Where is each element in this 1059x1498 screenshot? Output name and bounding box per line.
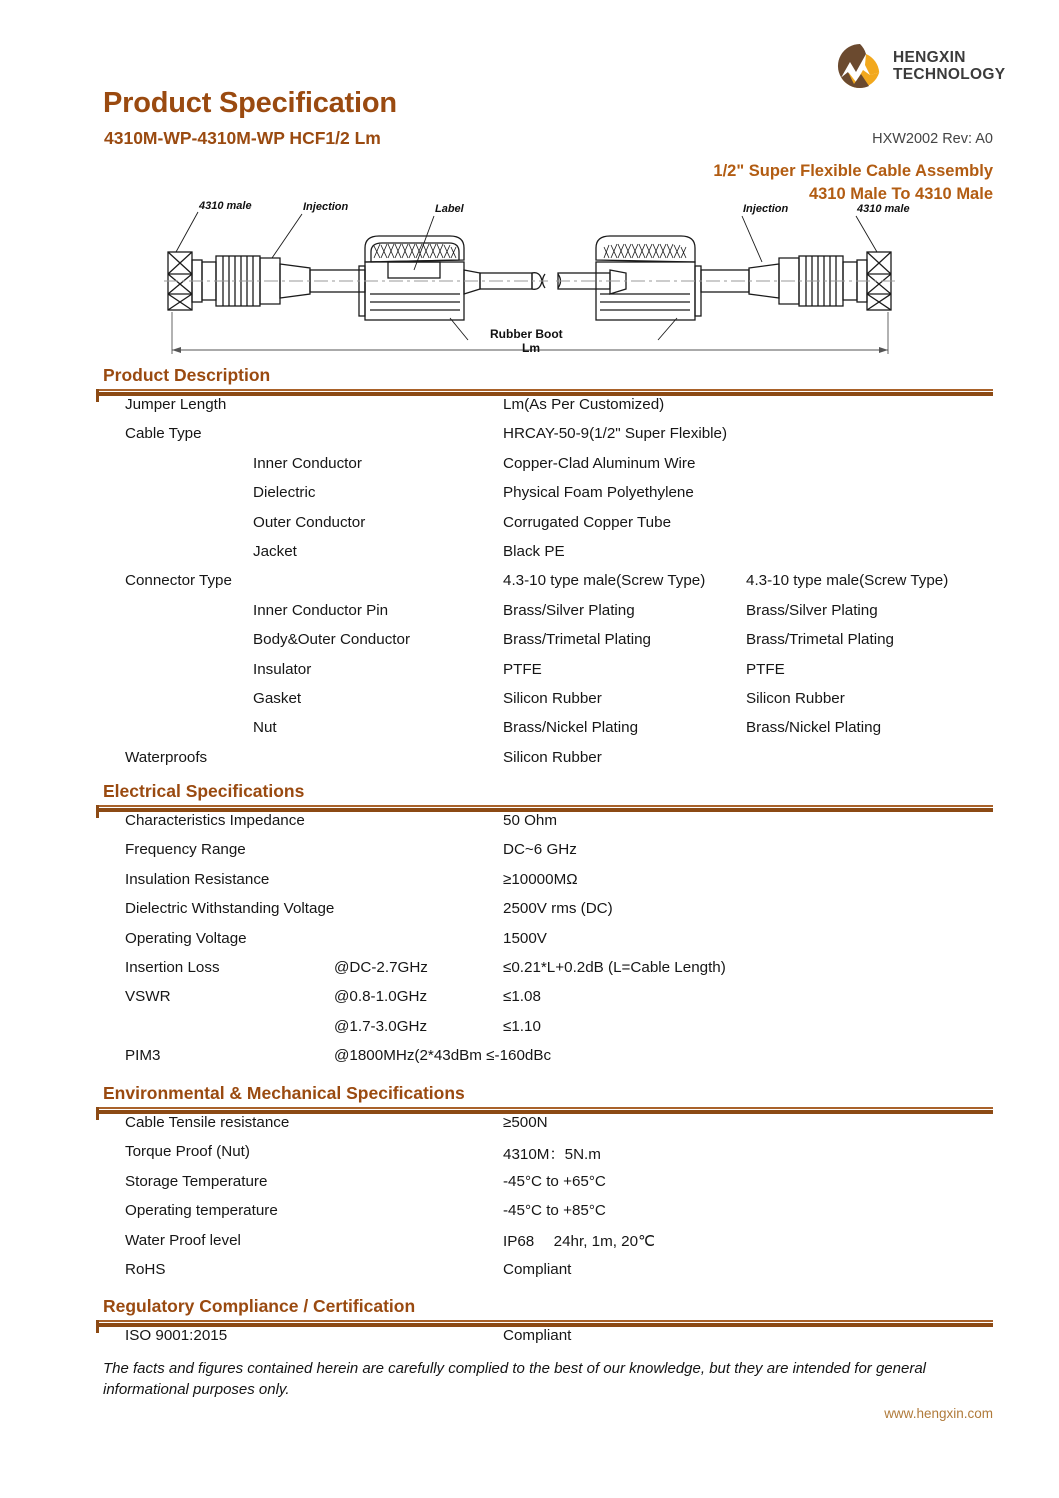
spec-row-value: 4310M：5N.m: [503, 1146, 601, 1164]
spec-row: [0, 1143, 1059, 1166]
spec-row: [0, 871, 1059, 894]
spec-row-label: VSWR: [125, 988, 171, 1006]
spec-row-value: 1500V: [503, 929, 547, 947]
section-rule-electrical-specifications: [96, 805, 993, 812]
diagram-label-dimension: Lm: [522, 341, 540, 355]
spec-row: [0, 812, 1059, 835]
spec-row-value-second: Brass/Silver Plating: [746, 601, 878, 619]
spec-row-value: 4.3-10 type male(Screw Type): [503, 572, 706, 590]
spec-row-label: Torque Proof (Nut): [125, 1143, 250, 1161]
spec-row: [0, 602, 1059, 625]
spec-row: [0, 661, 1059, 684]
hengxin-circle-logo-icon: [836, 42, 884, 90]
spec-row-value: -45°C to +85°C: [503, 1202, 606, 1220]
spec-row-label: Outer Conductor: [253, 513, 366, 531]
spec-row: [0, 455, 1059, 478]
spec-row: [0, 1261, 1059, 1284]
spec-row: [0, 690, 1059, 713]
spec-row-value: Brass/Trimetal Plating: [503, 631, 651, 649]
spec-row-value: Compliant: [503, 1261, 572, 1278]
diagram-label-left-connector: 4310 male: [199, 200, 252, 212]
spec-row-value: IP68 24hr, 1m, 20℃: [503, 1232, 656, 1250]
brand-logo: [836, 42, 1005, 90]
spec-row-label: Characteristics Impedance: [125, 812, 305, 829]
section-heading-environmental-mechanical-specifications: Environmental & Mechanical Specifications: [103, 1083, 465, 1103]
spec-row: [0, 1327, 1059, 1350]
brand-name-line1: HENGXIN: [893, 48, 966, 66]
spec-row-value: ≥500N: [503, 1114, 548, 1131]
spec-row-label: Insertion Loss: [125, 959, 220, 976]
spec-row: [0, 396, 1059, 419]
spec-row-label: Inner Conductor: [253, 454, 362, 472]
brand-name-line2: TECHNOLOGY: [893, 66, 1006, 83]
assembly-description-line1: 1/2" Super Flexible Cable Assembly: [713, 162, 993, 180]
spec-row-label: Storage Temperature: [125, 1172, 268, 1190]
spec-row: [0, 1232, 1059, 1255]
spec-row-value: Silicon Rubber: [503, 690, 602, 707]
spec-row-value: PTFE: [503, 660, 542, 678]
spec-row: [0, 1173, 1059, 1196]
spec-row-label: Nut: [253, 719, 277, 737]
spec-row: [0, 1202, 1059, 1225]
section-rule-regulatory-compliance-certification: [96, 1320, 993, 1327]
section-heading-regulatory-compliance-certification: Regulatory Compliance / Certification: [103, 1296, 416, 1316]
spec-row: [0, 572, 1059, 595]
spec-row-condition: @0.8-1.0GHz: [334, 988, 428, 1006]
spec-row-value: ≤0.21*L+0.2dB (L=Cable Length): [503, 959, 726, 976]
spec-row-value: ≤1.10: [503, 1017, 541, 1035]
spec-row-value: Physical Foam Polyethylene: [503, 484, 694, 502]
spec-row-value-second: 4.3-10 type male(Screw Type): [746, 572, 949, 590]
spec-row-label: Connector Type: [125, 572, 232, 590]
spec-row: [0, 841, 1059, 864]
diagram-label-rubber-boot: Rubber Boot: [490, 327, 563, 341]
spec-row-condition: @DC-2.7GHz: [334, 959, 428, 976]
spec-row-label: Operating temperature: [125, 1202, 278, 1220]
spec-row-label: Frequency Range: [125, 841, 246, 859]
spec-row-condition: @1.7-3.0GHz: [334, 1017, 428, 1035]
spec-row-value: -45°C to +65°C: [503, 1172, 606, 1190]
spec-row-label: Cable Tensile resistance: [125, 1114, 290, 1131]
spec-row-label: Insulator: [253, 660, 312, 678]
spec-row: [0, 631, 1059, 654]
spec-row-value: HRCAY-50-9(1/2" Super Flexible): [503, 425, 728, 443]
spec-row-label: ISO 9001:2015: [125, 1327, 228, 1344]
spec-row: [0, 514, 1059, 537]
spec-row: [0, 484, 1059, 507]
spec-row-value-second: Silicon Rubber: [746, 690, 845, 707]
spec-row-value: Copper-Clad Aluminum Wire: [503, 454, 696, 472]
spec-row-value: Compliant: [503, 1327, 572, 1344]
spec-row: [0, 900, 1059, 923]
spec-row-label: RoHS: [125, 1261, 166, 1278]
spec-row: [0, 425, 1059, 448]
spec-row-label: Inner Conductor Pin: [253, 601, 389, 619]
website-url: www.hengxin.com: [884, 1406, 993, 1421]
section-rule-environmental-mechanical-specifications: [96, 1107, 993, 1114]
spec-row-value-second: Brass/Trimetal Plating: [746, 631, 894, 649]
section-heading-product-description: Product Description: [103, 365, 271, 385]
spec-row-label: Jacket: [253, 543, 297, 560]
spec-row-value: ≤1.08: [503, 988, 541, 1006]
diagram-label-right-injection: Injection: [743, 203, 789, 215]
diagram-label-left-injection: Injection: [303, 201, 349, 213]
spec-row-value: 2500V rms (DC): [503, 900, 613, 918]
cable-assembly-diagram: [150, 190, 910, 365]
spec-row-value: Corrugated Copper Tube: [503, 513, 672, 531]
spec-row-value: Brass/Silver Plating: [503, 601, 635, 619]
spec-row-label: Operating Voltage: [125, 929, 247, 947]
spec-row-label: Cable Type: [125, 425, 202, 443]
spec-row: [0, 543, 1059, 566]
spec-row: [0, 988, 1059, 1011]
spec-row-value: Silicon Rubber: [503, 748, 602, 766]
spec-row: [0, 1018, 1059, 1041]
spec-row-value: DC~6 GHz: [503, 841, 577, 859]
spec-row-value: Black PE: [503, 543, 565, 560]
spec-row-value-second: PTFE: [746, 660, 785, 678]
section-rule-product-description: [96, 389, 993, 396]
spec-row-label: PIM3: [125, 1047, 161, 1065]
diagram-label-right-connector: 4310 male: [857, 203, 910, 215]
spec-row-value: 50 Ohm: [503, 812, 558, 829]
spec-row-label: Dielectric: [253, 484, 316, 502]
spec-row: [0, 1114, 1059, 1137]
spec-row: [0, 959, 1059, 982]
page-subtitle: 4310M-WP-4310M-WP HCF1/2 Lm: [104, 128, 381, 148]
section-heading-electrical-specifications: Electrical Specifications: [103, 781, 305, 801]
spec-row-label: Water Proof level: [125, 1231, 241, 1249]
spec-row-label: Dielectric Withstanding Voltage: [125, 900, 335, 918]
spec-row: [0, 719, 1059, 742]
spec-row-label: Waterproofs: [125, 748, 208, 766]
page-title: Product Specification: [103, 87, 397, 119]
spec-row-label: Insulation Resistance: [125, 870, 270, 888]
disclaimer-text: The facts and figures contained herein are carefully complied to the best of our knowledge, but they are intended for general informational purposes only.: [103, 1360, 927, 1399]
spec-row-value-second: Brass/Nickel Plating: [746, 719, 882, 737]
spec-row-label: Jumper Length: [125, 396, 227, 413]
document-revision: HXW2002 Rev: A0: [872, 131, 993, 147]
spec-row: [0, 749, 1059, 772]
spec-row: [0, 1047, 1059, 1070]
spec-row-value: ≥10000MΩ: [503, 870, 578, 888]
spec-row-value: Lm(As Per Customized): [503, 396, 665, 413]
spec-row-label: Body&Outer Conductor: [253, 631, 411, 649]
spec-row-value: Brass/Nickel Plating: [503, 719, 639, 737]
spec-row-condition: @1800MHz(2*43dBm ≤-160dBc: [334, 1047, 552, 1065]
spec-row-label: Gasket: [253, 690, 302, 707]
diagram-label-label: Label: [435, 203, 464, 215]
brand-name: [893, 49, 1005, 84]
spec-row: [0, 930, 1059, 953]
assembly-description-line2: 4310 Male To 4310 Male: [808, 185, 993, 203]
